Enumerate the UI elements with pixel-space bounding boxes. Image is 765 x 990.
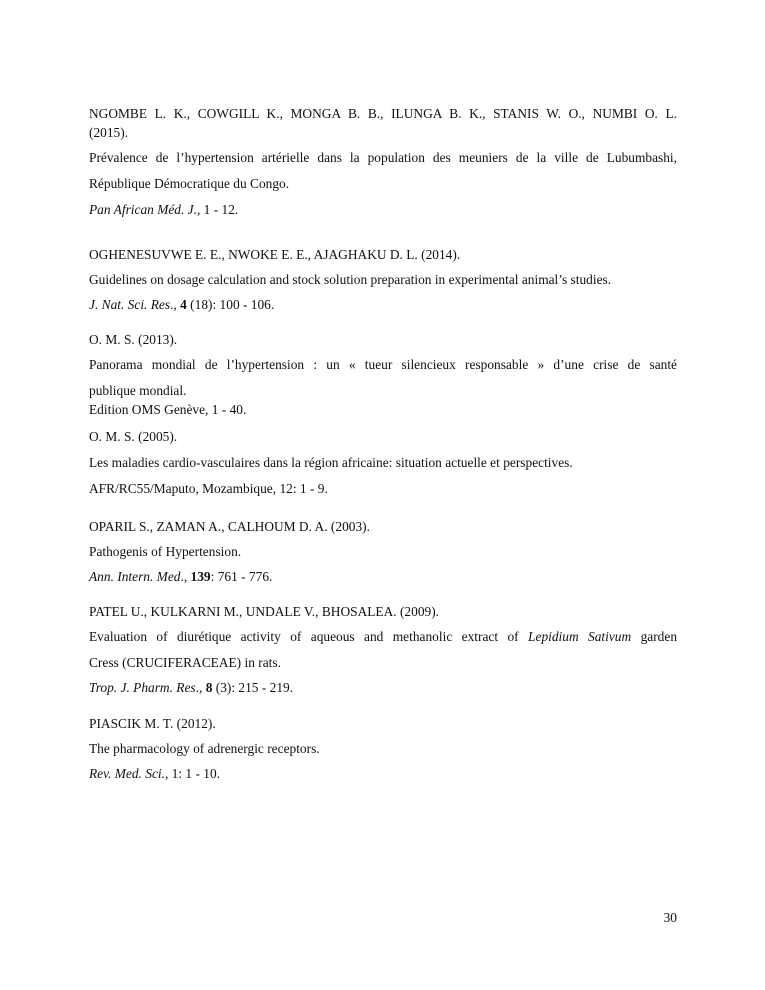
- journal-volume: 8: [205, 680, 213, 695]
- reference-citation: O. M. S. (2005).: [89, 429, 178, 444]
- species-name: Lepidium Sativum: [528, 629, 632, 644]
- reference-title: The pharmacology of adrenergic receptors.: [89, 741, 320, 756]
- reference-entry: [89, 245, 677, 314]
- reference-title: Guidelines on dosage calculation and stock solution preparation in experimental animal’s studies.: [89, 272, 612, 287]
- journal-name: Ann. Intern. Med: [89, 569, 181, 584]
- reference-entry: [89, 330, 677, 419]
- reference-citation: PATEL U., KULKARNI M., UNDALE V., BHOSALEA. (2009).: [89, 604, 440, 619]
- journal-volume: 4: [180, 297, 187, 312]
- reference-title: Evaluation of diurétique activity of aqueous and methanolic extract of Lepidium Sativum garden: [89, 629, 678, 644]
- page-number: 30: [663, 910, 677, 925]
- reference-entry: [89, 714, 677, 783]
- reference-list: [89, 104, 677, 783]
- journal-name: J. Nat. Sci. Res: [89, 297, 171, 312]
- reference-source: [89, 200, 677, 219]
- reference-entry: [89, 427, 677, 498]
- reference-title-cont: publique mondial.: [89, 383, 187, 398]
- journal-name: Rev. Med. Sci.: [89, 766, 165, 781]
- reference-citation: PIASCIK M. T. (2012).: [89, 716, 216, 731]
- reference-pages: , 1 - 12.: [196, 202, 239, 217]
- reference-source: Trop. J. Pharm. Res., 8 (3): 215 - 219.: [89, 680, 294, 695]
- reference-citation: OPARIL S., ZAMAN A., CALHOUM D. A. (2003).: [89, 519, 370, 534]
- reference-year: (2015).: [89, 125, 129, 140]
- reference-title: Panorama mondial de l’hypertension : un « tueur silencieux responsable » d’une crise de santé: [89, 357, 677, 372]
- reference-entry: [89, 517, 677, 586]
- reference-entry: [89, 104, 677, 219]
- reference-entry: [89, 602, 677, 697]
- reference-title: Les maladies cardio-vasculaires dans la région africaine: situation actuelle et perspectives.: [89, 455, 573, 470]
- reference-title: Prévalence de l’hypertension artérielle dans la population des meuniers de la ville de Lubumbashi,: [89, 150, 677, 165]
- reference-source: AFR/RC55/Maputo, Mozambique, 12: 1 - 9.: [89, 481, 328, 496]
- reference-source: Ann. Intern. Med., 139: 761 - 776.: [89, 569, 273, 584]
- reference-title-cont: République Démocratique du Congo.: [89, 176, 290, 191]
- journal-name: Trop. J. Pharm. Res: [89, 680, 196, 695]
- reference-title-cont: Cress (CRUCIFERACEAE) in rats.: [89, 655, 281, 670]
- journal-volume: 139: [190, 569, 211, 584]
- reference-title: Pathogenis of Hypertension.: [89, 544, 242, 559]
- reference-source: Edition OMS Genève, 1 - 40.: [89, 402, 247, 417]
- reference-citation: OGHENESUVWE E. E., NWOKE E. E., AJAGHAKU D. L. (2014).: [89, 247, 461, 262]
- journal-name: Pan African Méd. J.: [89, 202, 197, 217]
- reference-authors: NGOMBE L. K., COWGILL K., MONGA B. B., ILUNGA B. K., STANIS W. O., NUMBI O. L.: [89, 106, 677, 121]
- reference-citation: O. M. S. (2013).: [89, 332, 178, 347]
- reference-source: Rev. Med. Sci., 1: 1 - 10.: [89, 766, 221, 781]
- reference-source: J. Nat. Sci. Res., 4 (18): 100 - 106.: [89, 297, 275, 312]
